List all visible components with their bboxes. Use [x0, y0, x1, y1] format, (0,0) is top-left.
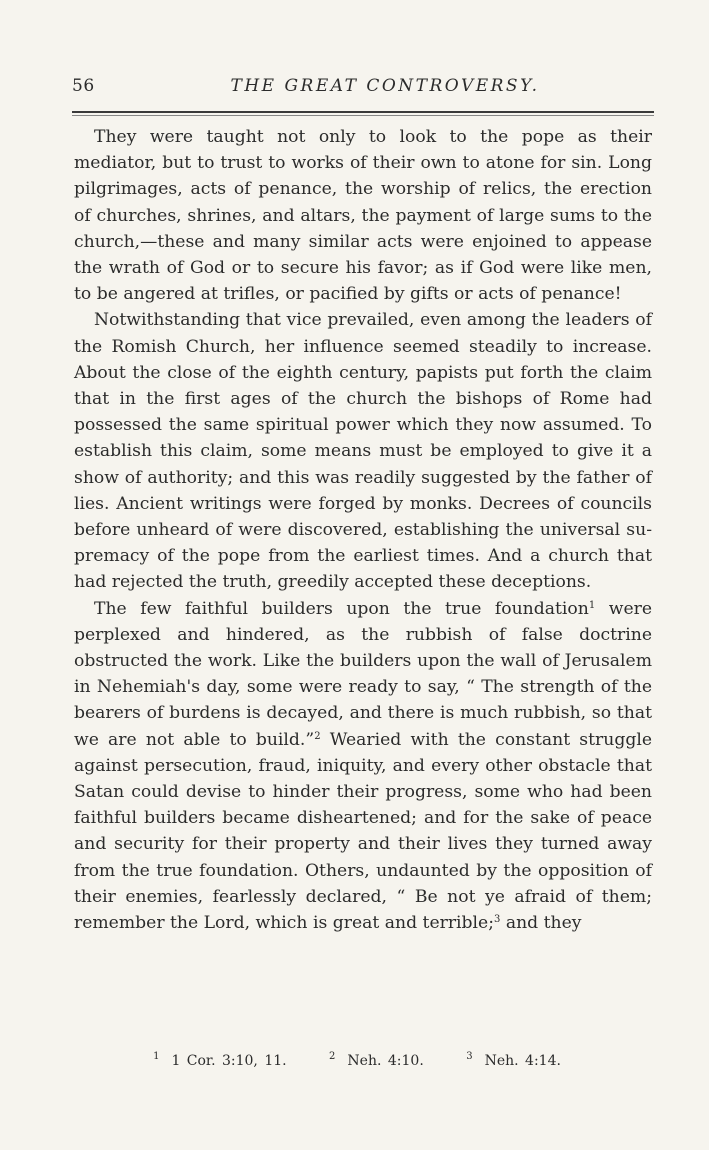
footnote-1: [153, 1053, 299, 1069]
paragraph-1: [74, 124, 652, 307]
footnote-mark: 2: [329, 1051, 336, 1062]
page-number: 56: [72, 76, 95, 96]
header-rule: [72, 111, 654, 113]
paragraph-text: The few faithful builders upon the true foundation: [94, 598, 589, 619]
footnote-2: [329, 1053, 436, 1069]
running-title: THE GREAT CONTROVERSY.: [230, 76, 540, 96]
paragraph-3: [74, 596, 652, 937]
footnote-text: 1 Cor. 3:10, 11.: [171, 1053, 287, 1069]
footnote-mark: 3: [466, 1051, 473, 1062]
paragraph-text: were perplexed and hindered, as the rubbish of false doctrine obstructed the work. Like the builders upon the wall of Jerusalem in Nehemiah's day, some were ready to say, “ The strength of the bearers of burdens is decayed, and there is much rubbish, so that we are not able to build.”: [74, 598, 652, 750]
paragraph-2: [74, 307, 652, 595]
footnotes: [72, 1053, 654, 1069]
body-text: [74, 124, 652, 936]
footnote-text: Neh. 4:14.: [484, 1053, 561, 1069]
footnote-3: [466, 1053, 573, 1069]
footnote-text: Neh. 4:10.: [347, 1053, 424, 1069]
paragraph-text: and they: [500, 913, 582, 934]
footnote-mark: 1: [153, 1051, 160, 1062]
header-rule-thin: [72, 115, 654, 116]
footnote-ref: 3: [494, 914, 501, 926]
paragraph-text: Notwithstanding that vice prevailed, even among the leaders of the Romish Church, her influence seemed steadily to increase. About the close of the eighth century, papists put forth the claim that in the first ages of the church the bishops of Rome had possessed the same spiritual power which they now assumed. To establish this claim, some means must be employed to give it a show of authority; and this was readily suggested by the father of lies. Ancient writings were forged by monks. Decrees of councils before unheard of were discovered, establishing the universal supremacy of the pope from the earliest times. And a church that had rejected the truth, greedily accepted these deceptions.: [74, 310, 652, 593]
footnote-ref: 2: [314, 730, 321, 742]
footnote-ref: 1: [588, 599, 596, 611]
paragraph-text: Wearied with the constant struggle against persecution, fraud, iniquity, and every other obstacle that Satan could devise to hinder their progress, some who had been faithful builders became disheartened; and for the sake of peace and security for their property and their lives they turned away from the true foundation. Others, undaunted by the opposition of their enemies, fearlessly declared, “ Be not ye afraid of them; remember the Lord, which is great and terrible;: [74, 729, 652, 934]
page-header: [72, 76, 654, 100]
paragraph-text: They were taught not only to look to the pope as their mediator, but to trust to works of their own to atone for sin. Long pilgrimages, acts of penance, the worship of relics, the erection of churches, shrines, and altars, the payment of large sums to the church,—these and many similar acts were enjoined to appease the wrath of God or to secure his favor; as if God were like men, to be angered at trifles, or pacified by gifts or acts of penance!: [74, 127, 652, 305]
